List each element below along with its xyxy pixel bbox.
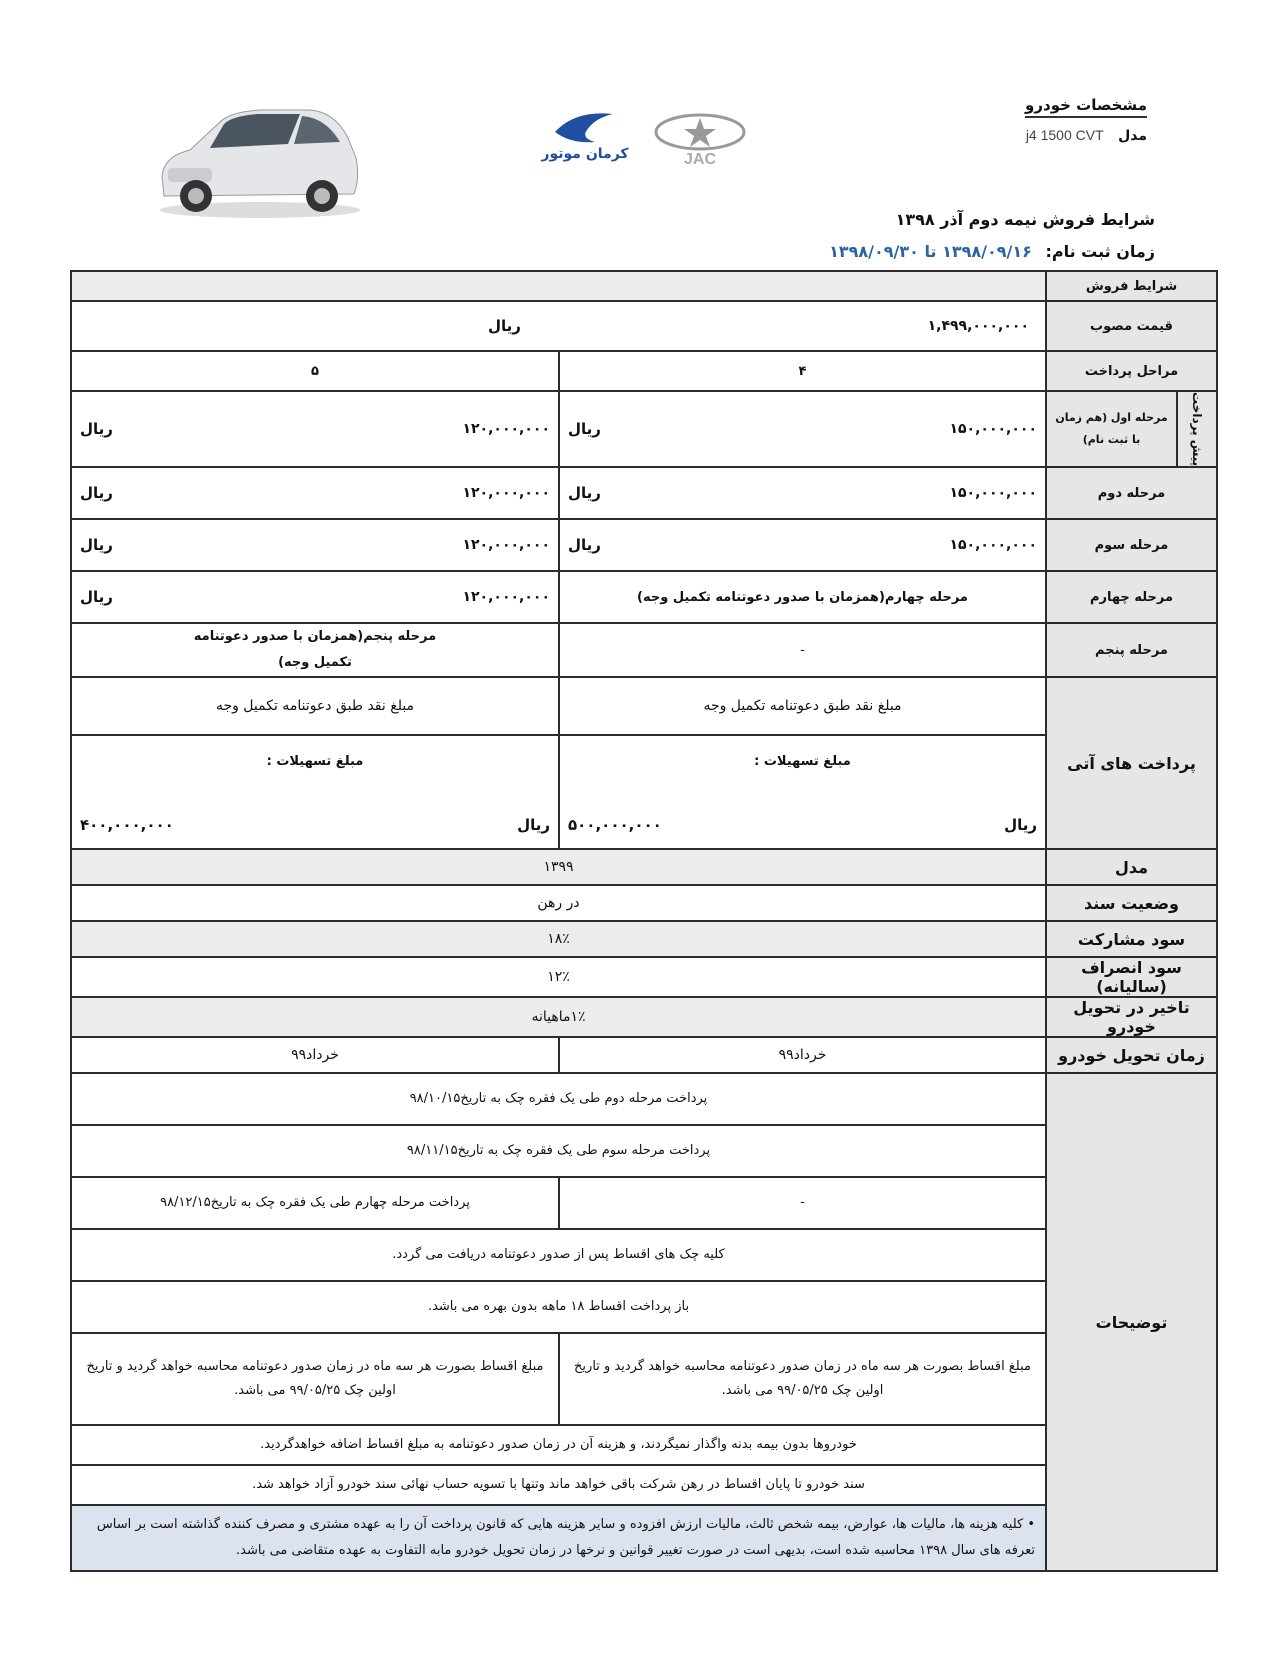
cash-plan-b: مبلغ نقد طبق دعوتنامه تکمیل وجه bbox=[71, 677, 559, 735]
facility-plan-a: مبلغ تسهیلات : ریال ۵۰۰,۰۰۰,۰۰۰ bbox=[559, 735, 1046, 849]
spec-title: مشخصات خودرو bbox=[1025, 96, 1147, 118]
partnership-profit-label: سود مشارکت bbox=[1046, 921, 1217, 957]
note-checks-received: کلیه چک های اقساط پس از صدور دعوتنامه دریافت می گردد. bbox=[71, 1229, 1046, 1281]
sale-conditions-table bbox=[70, 270, 1218, 1572]
plan-b-stages: ۵ bbox=[71, 351, 559, 391]
future-payments-label: پرداخت های آتی bbox=[1046, 677, 1217, 849]
stage1-plan-a: ۱۵۰,۰۰۰,۰۰۰ ریال bbox=[559, 391, 1046, 467]
sale-conditions-empty bbox=[71, 271, 1046, 301]
kerman-logo-text: کرمان موتور bbox=[541, 146, 629, 162]
note-stage4-plan-a: - bbox=[559, 1177, 1046, 1229]
model-year-label: مدل bbox=[1046, 849, 1217, 885]
note-vehicle-document: سند خودرو تا پایان اقساط در رهن شرکت باقی خواهد ماند وتنها با تسویه حساب نهائی سند خودرو آزاد خواهد شد. bbox=[71, 1465, 1046, 1505]
document-status-value: در رهن bbox=[71, 885, 1046, 921]
facility-plan-b: مبلغ تسهیلات : ریال ۴۰۰,۰۰۰,۰۰۰ bbox=[71, 735, 559, 849]
stage3-plan-a: ۱۵۰,۰۰۰,۰۰۰ ریال bbox=[559, 519, 1046, 571]
sale-conditions-header: شرایط فروش bbox=[1046, 271, 1217, 301]
jac-logo bbox=[650, 112, 750, 168]
approved-price-value: ۱,۴۹۹,۰۰۰,۰۰۰ bbox=[927, 318, 1029, 334]
approved-price-label: قیمت مصوب bbox=[1046, 301, 1217, 351]
note-installments-no-interest: باز پرداخت اقساط ۱۸ ماهه بدون بهره می باشد. bbox=[71, 1281, 1046, 1333]
delivery-time-label: زمان تحویل خودرو bbox=[1046, 1037, 1217, 1073]
stage2-label: مرحله دوم bbox=[1046, 467, 1217, 519]
note-stage2-check: پرداخت مرحله دوم طی یک فقره چک به تاریخ۹۸/۱۰/۱۵ bbox=[71, 1073, 1046, 1125]
stage5-plan-a: - bbox=[559, 623, 1046, 677]
plan-a-stages: ۴ bbox=[559, 351, 1046, 391]
sale-title: شرایط فروش نیمه دوم آذر ۱۳۹۸ bbox=[895, 210, 1155, 229]
partnership-profit-value: ۱۸٪ bbox=[71, 921, 1046, 957]
stage4-label: مرحله چهارم bbox=[1046, 571, 1217, 623]
model-value: j4 1500 CVT bbox=[1025, 127, 1104, 143]
car-image bbox=[150, 98, 365, 223]
approved-price-unit: ریال bbox=[488, 317, 521, 335]
stage5-label: مرحله پنجم bbox=[1046, 623, 1217, 677]
delivery-delay-value: ۱٪ماهیانه bbox=[71, 997, 1046, 1037]
model-year-value: ۱۳۹۹ bbox=[71, 849, 1046, 885]
footnote-fees: • کلیه هزینه ها، مالیات ها، عوارض، بیمه شخص ثالث، مالیات ارزش افزوده و سایر هزینه هایی که قانون پرداخت آن را به عهده مشتری و مصرف کننده گذاشته است بر اساس تعرفه های سال ۱۳۹۸ محاسبه شده است، بدیهی است در صورت تغییر قوانین و نرخها در زمان تحویل خودرو مابه التفاوت به عهده متقاضی می باشد. bbox=[71, 1505, 1046, 1571]
stage4-plan-b: ۱۲۰,۰۰۰,۰۰۰ ریال bbox=[71, 571, 559, 623]
note-insurance: خودروها بدون بیمه بدنه واگذار نمیگردند، و هزینه آن در زمان صدور دعوتنامه به مبلغ اقساط اضافه خواهدگردید. bbox=[71, 1425, 1046, 1465]
cancellation-profit-label: سود انصراف (سالیانه) bbox=[1046, 957, 1217, 997]
stage3-plan-b: ۱۲۰,۰۰۰,۰۰۰ ریال bbox=[71, 519, 559, 571]
registration-dates: ۱۳۹۸/۰۹/۱۶ تا ۱۳۹۸/۰۹/۳۰ bbox=[829, 242, 1032, 261]
note-installment-calc-plan-b: مبلغ اقساط بصورت هر سه ماه در زمان صدور دعوتنامه محاسبه خواهد گردید و تاریخ اولین چک ۹۹/۰۵/۲۵ می باشد. bbox=[71, 1333, 559, 1425]
note-installment-calc-plan-a: مبلغ اقساط بصورت هر سه ماه در زمان صدور دعوتنامه محاسبه خواهد گردید و تاریخ اولین چک ۹۹/۰۵/۲۵ می باشد. bbox=[559, 1333, 1046, 1425]
delivery-time-plan-b: خرداد۹۹ bbox=[71, 1037, 559, 1073]
jac-logo-text: JAC bbox=[683, 151, 717, 168]
note-stage3-check: پرداخت مرحله سوم طی یک فقره چک به تاریخ۹۸/۱۱/۱۵ bbox=[71, 1125, 1046, 1177]
stage1-label: مرحله اول (هم زمان با ثبت نام) bbox=[1046, 391, 1177, 467]
delivery-time-plan-a: خرداد۹۹ bbox=[559, 1037, 1046, 1073]
registration-label: زمان ثبت نام: bbox=[1045, 242, 1155, 261]
payment-stages-label: مراحل پرداخت bbox=[1046, 351, 1217, 391]
stage2-plan-b: ۱۲۰,۰۰۰,۰۰۰ ریال bbox=[71, 467, 559, 519]
stage1-plan-b: ۱۲۰,۰۰۰,۰۰۰ ریال bbox=[71, 391, 559, 467]
registration-line bbox=[829, 242, 1155, 261]
stage2-plan-a: ۱۵۰,۰۰۰,۰۰۰ ریال bbox=[559, 467, 1046, 519]
page-header bbox=[0, 0, 1280, 270]
approved-price-cell bbox=[71, 301, 1046, 351]
cash-plan-a: مبلغ نقد طبق دعوتنامه تکمیل وجه bbox=[559, 677, 1046, 735]
model-line bbox=[1026, 127, 1147, 144]
notes-label: توضیحات bbox=[1046, 1073, 1217, 1571]
note-stage4-plan-b: پرداخت مرحله چهارم طی یک فقره چک به تاریخ۹۸/۱۲/۱۵ bbox=[71, 1177, 559, 1229]
cancellation-profit-value: ۱۲٪ bbox=[71, 957, 1046, 997]
document-status-label: وضعیت سند bbox=[1046, 885, 1217, 921]
stage4-plan-a: مرحله چهارم(همزمان با صدور دعوتنامه تکمیل وجه) bbox=[559, 571, 1046, 623]
stage3-label: مرحله سوم bbox=[1046, 519, 1217, 571]
delivery-delay-label: تاخیر در تحویل خودرو bbox=[1046, 997, 1217, 1037]
stage5-plan-b: مرحله پنجم(همزمان با صدور دعوتنامه تکمیل وجه) bbox=[71, 623, 559, 677]
model-label: مدل bbox=[1118, 128, 1147, 144]
prepay-label: پیش پرداخت bbox=[1177, 391, 1217, 467]
kerman-motor-logo bbox=[535, 108, 635, 164]
